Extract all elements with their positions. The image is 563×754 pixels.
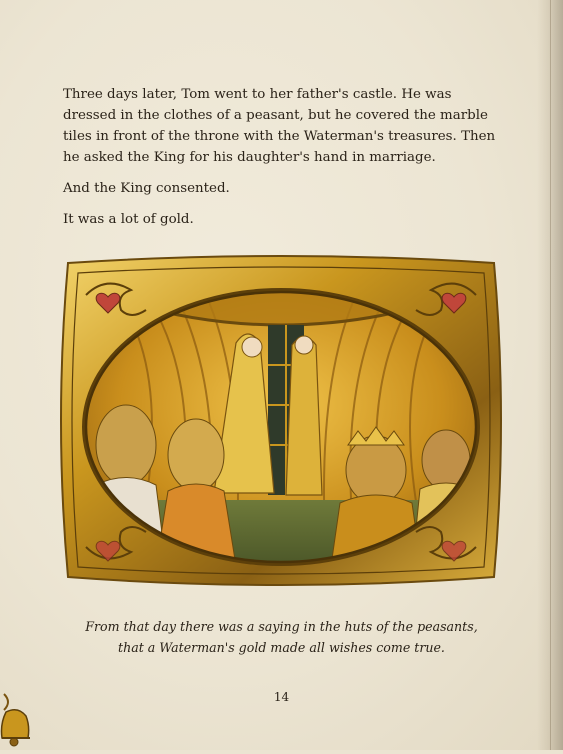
story-paragraph: Three days later, Tom went to her father's castle. He was dressed in the clothes of a peasant, but he covered the marble tiles in front of the throne with the Waterman's treasures. Then he asked the King for his daughter's hand in marriage.: [63, 87, 496, 165]
story-text: [63, 84, 503, 240]
page-number: 14: [273, 690, 290, 704]
page-edge-line: [550, 0, 551, 750]
story-paragraph: And the King consented.: [63, 181, 230, 196]
bell-icon[interactable]: [0, 690, 34, 750]
caption-line: From that day there was a saying in the huts of the peasants,: [85, 619, 478, 634]
illustration-wedding-scene: [56, 255, 506, 588]
illustration-caption: [40, 616, 523, 658]
story-paragraph: It was a lot of gold.: [63, 212, 194, 227]
caption-line: that a Waterman's gold made all wishes come true.: [118, 640, 445, 655]
